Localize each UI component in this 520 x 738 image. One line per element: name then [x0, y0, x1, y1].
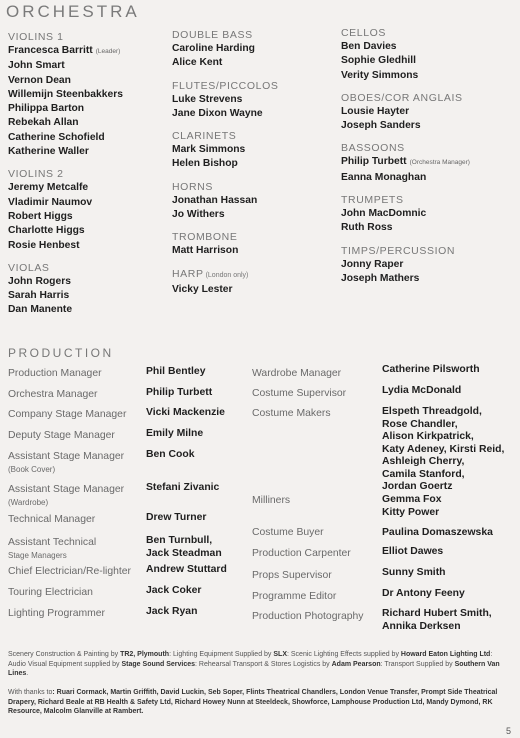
section-heading: VIOLAS: [8, 261, 50, 274]
musician-name: Jonny Raper: [341, 258, 404, 270]
section-heading: TRUMPETS: [341, 194, 404, 207]
production-name-line: Rose Chandler,: [382, 418, 458, 430]
production-role-sub: (Wardrobe): [8, 497, 49, 507]
section-heading: FLUTES/PICCOLOS: [172, 79, 279, 92]
production-role: Touring Electrician: [8, 587, 93, 598]
credit-text: .: [26, 670, 29, 678]
musician-name: Helen Bishop: [172, 158, 238, 170]
musician-name: Sarah Harris: [8, 290, 70, 302]
production-name-line: Camila Stanford,: [382, 468, 465, 480]
production-role: Costume Supervisor: [252, 388, 347, 399]
musician-name: Catherine Schofield: [8, 131, 105, 143]
production-role: Assistant Stage Manager (Wardrobe): [8, 484, 125, 507]
musician-name: Lousie Hayter: [341, 105, 410, 117]
orchestra-column-2: [172, 28, 337, 297]
section-heading: VIOLINS 2: [8, 168, 64, 181]
production-role: Chief Electrician/Re-lighter: [8, 566, 132, 577]
musician-name: Dan Manente: [8, 304, 73, 316]
production-name: [382, 608, 492, 633]
production-role: Assistant Technical Stage Managers: [8, 537, 97, 560]
musician-note: (Orchestra Manager): [409, 159, 470, 167]
production-role: Costume Buyer: [252, 527, 324, 538]
section-heading: CELLOS: [341, 27, 387, 39]
musician-note: (Leader): [95, 48, 121, 55]
production-name: [382, 567, 446, 580]
section-heading-note: (London only): [205, 271, 249, 279]
musician-name: Philippa Barton: [8, 103, 85, 115]
production-name-line: Jordan Goertz: [382, 481, 453, 492]
production-name-line: Sunny Smith: [382, 567, 446, 578]
section-heading: DOUBLE BASS: [172, 29, 253, 41]
credit-name: Southern Van Lines: [8, 660, 500, 678]
production-name: Philip Turbett: [146, 387, 213, 398]
production-name: Emily Milne: [146, 428, 204, 439]
production-name: [382, 364, 480, 377]
production-name-line: Katy Adeney, Kirsti Reid,: [382, 443, 505, 455]
musician-name: John Rogers: [8, 275, 71, 287]
page-number: 5: [505, 726, 511, 736]
production-name-line: Jack Steadman: [146, 547, 222, 559]
production-role-sub: Stage Managers: [8, 550, 67, 560]
production-name-line: Dr Antony Feeny: [382, 588, 465, 599]
production-name: Ben Turnbull, Jack Steadman: [146, 535, 222, 559]
production-title: PRODUCTION: [8, 346, 114, 360]
production-name: Vicki Mackenzie: [146, 407, 225, 418]
production-role: Production Carpenter: [252, 548, 351, 559]
production-role-sub: (Book Cover): [8, 464, 56, 474]
orchestra-column-1: [8, 30, 168, 318]
credit-text: Scenery Construction & Painting by: [8, 651, 121, 658]
production-name: [382, 546, 443, 559]
musician-name: Ruth Ross: [341, 222, 393, 234]
credit-name: SLX: [273, 651, 287, 658]
musician-name: John Smart: [8, 60, 65, 72]
musician-name: Vladimir Naumov: [8, 196, 93, 208]
production-name: Jack Ryan: [146, 606, 198, 617]
orchestra-column-3: [341, 26, 516, 286]
production-name: Andrew Stuttard: [146, 564, 227, 575]
musician-name: Willemijn Steenbakkers: [8, 88, 123, 100]
musician-name: Rosie Henbest: [8, 239, 80, 251]
production-name: Drew Turner: [146, 512, 207, 523]
section-heading: HORNS: [172, 180, 213, 193]
production-name-line: Gemma Fox: [382, 494, 442, 505]
credit-text: : Audio Visual Equipment supplied by: [8, 651, 493, 668]
section-heading: TIMPS/PERCUSSION: [341, 244, 456, 257]
production-role: Deputy Stage Manager: [8, 430, 115, 441]
production-name: [382, 588, 465, 601]
production-name-line: Alison Kirkpatrick,: [382, 431, 474, 442]
production-name: [382, 494, 441, 519]
musician-name: Robert Higgs: [8, 210, 73, 222]
production-role: Production Photography: [252, 611, 364, 622]
credit-text: : Scenic Lighting Effects supplied by: [287, 651, 401, 658]
musician-name: Jane Dixon Wayne: [172, 107, 263, 119]
musician-name: Joseph Sanders: [341, 120, 421, 132]
production-name-line: Lydia McDonald: [382, 385, 462, 396]
musician-name: Jo Withers: [172, 209, 225, 221]
production-name: [382, 385, 461, 398]
musician-name: Philip Turbett (Orchestra Manager): [341, 156, 470, 168]
credit-name: TR2, Plymouth: [120, 651, 170, 658]
production-name-line: Annika Derksen: [382, 620, 461, 632]
musician-name: Matt Harrison: [172, 245, 239, 257]
production-name-line: Catherine Pilsworth: [382, 364, 480, 375]
section-heading: TROMBONE: [172, 231, 238, 244]
musician-name: Rebekah Allan: [8, 117, 79, 129]
section-heading: CLARINETS: [172, 130, 237, 143]
musician-name: Vernon Dean: [8, 74, 71, 86]
credit-text: : Lighting Equipment Supplied by: [169, 651, 274, 658]
suppliers-credits: [8, 650, 506, 679]
credit-text: With thanks to: [8, 689, 53, 696]
section-heading: OBOES/COR ANGLAIS: [341, 91, 463, 104]
production-role: Assistant Stage Manager (Book Cover): [8, 451, 125, 474]
production-role: Technical Manager: [8, 514, 96, 525]
musician-name: Katherine Waller: [8, 146, 89, 158]
section-heading: BASSOONS: [341, 142, 405, 155]
musician-name: John MacDomnic: [341, 208, 427, 220]
musician-name: Sophie Gledhill: [341, 55, 416, 67]
musician-name: Vicky Lester: [172, 283, 233, 295]
production-name: Stefani Zivanic: [146, 482, 220, 493]
orchestra-title: ORCHESTRA: [6, 2, 140, 21]
production-role: Props Supervisor: [252, 570, 332, 581]
musician-name: Jeremy Metcalfe: [8, 182, 89, 194]
production-name: [382, 406, 504, 494]
credit-text: : Transport Supplied by: [380, 660, 455, 668]
production-name-line: Kitty Power: [382, 506, 440, 518]
musician-name: Joseph Mathers: [341, 272, 420, 284]
production-name-line: Paulina Domaszewska: [382, 527, 493, 538]
production-name: Jack Coker: [146, 585, 202, 596]
production-name-line: Elspeth Threadgold,: [382, 406, 482, 417]
production-role: Costume Makers: [252, 408, 331, 419]
musician-name: Ben Davies: [341, 41, 397, 52]
musician-name: Luke Strevens: [172, 93, 243, 105]
credit-name: Adam Pearson: [331, 660, 381, 668]
musician-name: Eanna Monaghan: [341, 171, 427, 183]
production-name-line: Ashleigh Cherry,: [382, 456, 465, 467]
credit-name: Howard Eaton Lighting Ltd: [400, 651, 491, 658]
production-role: Lighting Programmer: [8, 608, 106, 619]
musician-name: Verity Simmons: [341, 69, 419, 81]
production-name-line: Richard Hubert Smith,: [382, 608, 492, 619]
production-name: [382, 527, 493, 540]
production-role: Orchestra Manager: [8, 389, 98, 400]
thanks-credits: [8, 688, 506, 717]
production-name-line: Elliot Dawes: [382, 546, 444, 557]
credit-name: Stage Sound Services: [121, 660, 196, 668]
production-role: Wardrobe Manager: [252, 368, 342, 379]
production-role: Programme Editor: [252, 591, 337, 602]
credit-text: : Rehearsal Transport & Stores Logistics by: [195, 660, 332, 668]
musician-name: Alice Kent: [172, 57, 223, 69]
section-heading: VIOLINS 1: [8, 31, 64, 43]
production-role: Company Stage Manager: [8, 409, 127, 420]
production-role: Milliners: [252, 495, 291, 506]
musician-name: Jonathan Hassan: [172, 194, 258, 206]
musician-name: Mark Simmons: [172, 144, 246, 156]
production-name: Ben Cook: [146, 449, 195, 460]
section-heading: HARP (London only): [172, 267, 249, 280]
musician-name: Caroline Harding: [172, 43, 255, 54]
musician-name: Francesca Barritt (Leader): [8, 45, 121, 56]
production-role: Production Manager: [8, 368, 102, 379]
credit-name: : Ruari Cormack, Martin Griffith, David Luckin, Seb Soper, Flints Theatrical Chandlers, London Venue Transfer, Prompt Side Theatrical Drapery, Richard Beale at RB Health & Safety Ltd, Richard Howey Nunn at Steeldeck, Showforce, Lamphouse Production Ltd, Mandy Dymond, RK Resource, Malcolm Glanville at Rambert.: [8, 689, 498, 716]
musician-name: Charlotte Higgs: [8, 225, 85, 237]
production-name: Phil Bentley: [146, 366, 206, 377]
